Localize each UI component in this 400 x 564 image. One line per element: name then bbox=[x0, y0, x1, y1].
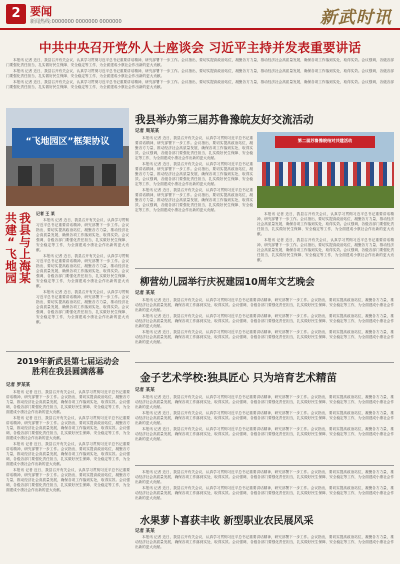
paragraph: 本报讯 记者 近日，我县召开有关会议，认真学习贯彻习近平总书记重要讲话精神，研究部署下一步工作。会议指出，要切实提高政治站位，凝聚各方力量，推动经济社会高质量发展，确保各项工作落到实处，取得实效。会议强调，各级各部门要强化责任担当，扎实做好民生保障、安全稳定等工作，为全面建成小康社会作出新的更大贡献。 bbox=[135, 136, 253, 160]
sidebar-headline bbox=[4, 212, 18, 290]
art-article-body bbox=[135, 395, 394, 461]
issue-line: 新闻热线:0000000 0000000 0000000 bbox=[30, 19, 122, 25]
divider bbox=[135, 465, 394, 466]
paragraph: 本报讯 记者 近日，我县召开有关会议，认真学习贯彻习近平总书记重要讲话精神，研究部署下一步工作。会议指出，要切实提高政治站位，凝聚各方力量，推动经济社会高质量发展，确保各项工作落到实处，取得实效。会议强调，各级各部门要强化责任担当，扎实做好民生保障、安全稳定等工作，为全面建成小康社会作出新的更大贡献。 bbox=[135, 395, 394, 409]
paragraph: 本报讯 记者 近日，我县召开有关会议，认真学习贯彻习近平总书记重要讲话精神，研究部署下一步工作。会议指出，要切实提高政治站位，凝聚各方力量，推动经济社会高质量发展，确保各项工作落到实处，取得实效。会议强调，各级各部门要强化责任担当，扎实做好民生保障、安全稳定等工作，为全面建成小康社会作出新的更大贡献。 bbox=[135, 486, 394, 500]
paragraph: 本报讯 记者 近日，我县召开有关会议，认真学习贯彻习近平总书记重要讲话精神，研究部署下一步工作。会议指出，要切实提高政治站位，凝聚各方力量，推动经济社会高质量发展，确保各项工作落到实处，取得实效。会议强调，各级各部门要强化责任担当，扎实做好民生保障、安全稳定等工作，为全面建成小康社会作出新的更大贡献。 bbox=[135, 188, 253, 212]
main-headline: 中共中央召开党外人士座谈会 习近平主持并发表重要讲话 bbox=[38, 40, 362, 55]
youth-headline: 2019年新武县第七届运动会 胜利在我县圆满落幕 bbox=[16, 357, 120, 376]
paragraph: 本报讯 记者 近日，我县召开有关会议，认真学习贯彻习近平总书记重要讲话精神，研究部署下一步工作。会议指出，要切实提高政治站位，凝聚各方力量，推动经济社会高质量发展，确保各项工作落到实处，取得实效。会议强调，各级各部门要强化责任担当，扎实做好民生保障、安全稳定等工作，为全面建成小康社会作出新的更大贡献。 bbox=[257, 238, 394, 262]
headline-char: 某 bbox=[19, 271, 31, 285]
paragraph: 本报讯 记者 近日，我县召开有关会议，认真学习贯彻习近平总书记重要讲话精神，研究部署下一步工作。会议指出，要切实提高政治站位，凝聚各方力量，推动经济社会高质量发展，确保各项工作落到实处，取得实效。会议强调，各级各部门要强化责任担当，扎实做好民生保障、安全稳定等工作，为全面建成小康社会作出新的更大贡献。 bbox=[6, 442, 130, 466]
page-number: 2 bbox=[6, 4, 26, 24]
paragraph: 本报讯 记者 近日，我县召开有关会议，认真学习贯彻习近平总书记重要讲话精神，研究部署下一步工作。会议指出，要切实提高政治站位，凝聚各方力量，推动经济社会高质量发展，确保各项工作落到实处，取得实效。会议强调，各级各部门要强化责任担当，扎实做好民生保障、安全稳定等工作，为全面建成小康社会作出新的更大贡献。 bbox=[6, 416, 130, 440]
headline-char: 海 bbox=[19, 259, 31, 273]
paragraph: 本报讯 记者 近日，我县召开有关会议，认真学习贯彻习近平总书记重要讲话精神，研究部署下一步工作。会议指出，要切实提高政治站位，凝聚各方力量，推动经济社会高质量发展，确保各项工作落到实处，取得实效。会议强调，各级各部门要强化责任担当，扎实做好民生保障、安全稳定等工作，为全面建成小康社会作出新的更大贡献。 bbox=[6, 390, 130, 414]
masthead bbox=[0, 0, 400, 30]
paragraph: 本报讯 记者 近日，我县召开有关会议，认真学习贯彻习近平总书记重要讲话精神，研究部署下一步工作。会议指出，要切实提高政治站位，凝聚各方力量，推动经济社会高质量发展，确保各项工作落到实处，取得实效。会议强调，各级各部门要强化责任担当，扎实做好民生保障、安全稳定等工作，为全面建成小康社会作出新的更大贡献。 bbox=[135, 411, 394, 425]
banner-text: 第二届苏鲁豫皖结对共建活动 bbox=[297, 138, 353, 143]
willow-headline: 柳营幼儿园举行庆祝建园10周年文艺晚会 bbox=[140, 277, 315, 288]
sumian-headline: 我县举办第三届苏鲁豫皖友好交流活动 bbox=[135, 114, 314, 126]
sumian-article-body bbox=[135, 136, 253, 246]
headline-char: 园 bbox=[5, 271, 17, 285]
fruit-headline: 水果萝卜喜获丰收 新型职业农民展风采 bbox=[140, 516, 314, 527]
sidebar-headline-2 bbox=[18, 212, 32, 290]
feidi-caption: 记者 王 某 bbox=[36, 211, 55, 216]
paragraph: 本报讯 记者 近日，我县召开有关会议，认真学习贯彻习近平总书记重要讲话精神，研究部署下一步工作。会议指出，要切实提高政治站位，凝聚各方力量，推动经济社会高质量发展，确保各项工作落到实处，取得实效。会议强调，各级各部门要强化责任担当，扎实做好民生保障、安全稳定等工作，为全面建成小康社会作出新的更大贡献。 bbox=[36, 290, 129, 324]
feidi-photo bbox=[6, 108, 129, 206]
paragraph: 本报讯 记者 近日，我县召开有关会议，认真学习贯彻习近平总书记重要讲话精神，研究部署下一步工作。会议指出，要切实提高政治站位，凝聚各方力量，推动经济社会高质量发展，确保各项工作落到实处，取得实效。会议强调，各级各部门要强化责任担当，扎实做好民生保障、安全稳定等工作，为全面建成小康社会作出新的更大贡献。 bbox=[135, 314, 394, 328]
paragraph: 本报讯 记者 近日，我县召开有关会议，认真学习贯彻习近平总书记重要讲话精神，研究部署下一步工作。会议指出，要切实提高政治站位，凝聚各方力量，推动经济社会高质量发展，确保各项工作落到实处，取得实效。会议强调，各级各部门要强化责任担当，扎实做好民生保障、安全稳定等工作，为全面建成小康社会作出新的更大贡献。 bbox=[6, 69, 394, 78]
paragraph: 本报讯 记者 近日，我县召开有关会议，认真学习贯彻习近平总书记重要讲话精神，研究部署下一步工作。会议指出，要切实提高政治站位，凝聚各方力量，推动经济社会高质量发展，确保各项工作落到实处，取得实效。会议强调，各级各部门要强化责任担当，扎实做好民生保障、安全稳定等工作，为全面建成小康社会作出新的更大贡献。 bbox=[135, 535, 394, 549]
paragraph: 本报讯 记者 近日，我县召开有关会议，认真学习贯彻习近平总书记重要讲话精神，研究部署下一步工作。会议指出，要切实提高政治站位，凝聚各方力量，推动经济社会高质量发展，确保各项工作落到实处，取得实效。会议强调，各级各部门要强化责任担当，扎实做好民生保障、安全稳定等工作，为全面建成小康社会作出新的更大贡献。 bbox=[135, 427, 394, 441]
willow-byline: 记者 某某 bbox=[135, 291, 155, 296]
banner-text: “飞地园区”框架协议 bbox=[25, 137, 110, 147]
art-headline: 金子艺术学校:独具匠心 只为培育艺术精苗 bbox=[140, 372, 337, 384]
paper-logo: 新武时讯 bbox=[320, 8, 392, 28]
group-photo bbox=[257, 132, 394, 208]
headline-char: 县 bbox=[19, 223, 31, 237]
paragraph: 本报讯 记者 近日，我县召开有关会议，认真学习贯彻习近平总书记重要讲话精神，研究部署下一步工作。会议指出，要切实提高政治站位，凝聚各方力量，推动经济社会高质量发展，确保各项工作落到实处，取得实效。会议强调，各级各部门要强化责任担当，扎实做好民生保障、安全稳定等工作，为全面建成小康社会作出新的更大贡献。 bbox=[36, 218, 129, 252]
headline-char: 建 bbox=[5, 223, 17, 237]
paragraph: 本报讯 记者 近日，我县召开有关会议，认真学习贯彻习近平总书记重要讲话精神，研究部署下一步工作。会议指出，要切实提高政治站位，凝聚各方力量，推动经济社会高质量发展，确保各项工作落到实处，取得实效。会议强调，各级各部门要强化责任担当，扎实做好民生保障、安全稳定等工作，为全面建成小康社会作出新的更大贡献。 bbox=[36, 254, 129, 288]
paragraph: 本报讯 记者 近日，我县召开有关会议，认真学习贯彻习近平总书记重要讲话精神，研究部署下一步工作。会议指出，要切实提高政治站位，凝聚各方力量，推动经济社会高质量发展，确保各项工作落到实处，取得实效。会议强调，各级各部门要强化责任担当，扎实做好民生保障、安全稳定等工作，为全面建成小康社会作出新的更大贡献。 bbox=[135, 162, 253, 186]
paragraph: 本报讯 记者 近日，我县召开有关会议，认真学习贯彻习近平总书记重要讲话精神，研究部署下一步工作。会议指出，要切实提高政治站位，凝聚各方力量，推动经济社会高质量发展，确保各项工作落到实处，取得实效。会议强调，各级各部门要强化责任担当，扎实做好民生保障、安全稳定等工作，为全面建成小康社会作出新的更大贡献。 bbox=[6, 80, 394, 89]
paragraph: 本报讯 记者 近日，我县召开有关会议，认真学习贯彻习近平总书记重要讲话精神，研究部署下一步工作。会议指出，要切实提高政治站位，凝聚各方力量，推动经济社会高质量发展，确保各项工作落到实处，取得实效。会议强调，各级各部门要强化责任担当，扎实做好民生保障、安全稳定等工作，为全面建成小康社会作出新的更大贡献。 bbox=[135, 298, 394, 312]
willow-article-body bbox=[135, 298, 394, 358]
headline-char: “ bbox=[7, 235, 15, 249]
art-byline: 记者 某某 bbox=[135, 388, 155, 393]
lead-article-body bbox=[6, 58, 394, 102]
fruit-article-body-2 bbox=[135, 535, 394, 561]
divider bbox=[6, 351, 130, 352]
youth-article-body bbox=[6, 390, 130, 558]
fruit-article-body bbox=[135, 470, 394, 508]
youth-byline: 记者 罗某某 bbox=[6, 383, 31, 388]
paragraph: 本报讯 记者 近日，我县召开有关会议，认真学习贯彻习近平总书记重要讲话精神，研究部署下一步工作。会议指出，要切实提高政治站位，凝聚各方力量，推动经济社会高质量发展，确保各项工作落到实处，取得实效。会议强调，各级各部门要强化责任担当，扎实做好民生保障、安全稳定等工作，为全面建成小康社会作出新的更大贡献。 bbox=[135, 470, 394, 484]
fruit-byline: 记者 某某 bbox=[135, 529, 155, 534]
divider bbox=[135, 268, 394, 269]
headline-char: 上 bbox=[19, 247, 31, 261]
headline-char: 与 bbox=[19, 235, 31, 249]
paragraph: 本报讯 记者 近日，我县召开有关会议，认真学习贯彻习近平总书记重要讲话精神，研究部署下一步工作。会议指出，要切实提高政治站位，凝聚各方力量，推动经济社会高质量发展，确保各项工作落到实处，取得实效。会议强调，各级各部门要强化责任担当，扎实做好民生保障、安全稳定等工作，为全面建成小康社会作出新的更大贡献。 bbox=[135, 330, 394, 344]
group-article-body bbox=[257, 212, 394, 262]
feidi-article-body bbox=[36, 218, 129, 348]
paragraph: 本报讯 记者 近日，我县召开有关会议，认真学习贯彻习近平总书记重要讲话精神，研究部署下一步工作。会议指出，要切实提高政治站位，凝聚各方力量，推动经济社会高质量发展，确保各项工作落到实处，取得实效。会议强调，各级各部门要强化责任担当，扎实做好民生保障、安全稳定等工作，为全面建成小康社会作出新的更大贡献。 bbox=[6, 58, 394, 67]
headline-char: 地 bbox=[5, 259, 17, 273]
section-name: 要闻 bbox=[30, 5, 52, 18]
headline-char: 飞 bbox=[5, 247, 17, 261]
sumian-byline: 记者 周某某 bbox=[135, 129, 160, 134]
divider bbox=[135, 362, 394, 363]
headline-char: 我 bbox=[19, 211, 31, 225]
paragraph: 本报讯 记者 近日，我县召开有关会议，认真学习贯彻习近平总书记重要讲话精神，研究部署下一步工作。会议指出，要切实提高政治站位，凝聚各方力量，推动经济社会高质量发展，确保各项工作落到实处，取得实效。会议强调，各级各部门要强化责任担当，扎实做好民生保障、安全稳定等工作，为全面建成小康社会作出新的更大贡献。 bbox=[6, 468, 130, 492]
headline-char: 共 bbox=[5, 211, 17, 225]
paragraph: 本报讯 记者 近日，我县召开有关会议，认真学习贯彻习近平总书记重要讲话精神，研究部署下一步工作。会议指出，要切实提高政治站位，凝聚各方力量，推动经济社会高质量发展，确保各项工作落到实处，取得实效。会议强调，各级各部门要强化责任担当，扎实做好民生保障、安全稳定等工作，为全面建成小康社会作出新的更大贡献。 bbox=[257, 212, 394, 236]
